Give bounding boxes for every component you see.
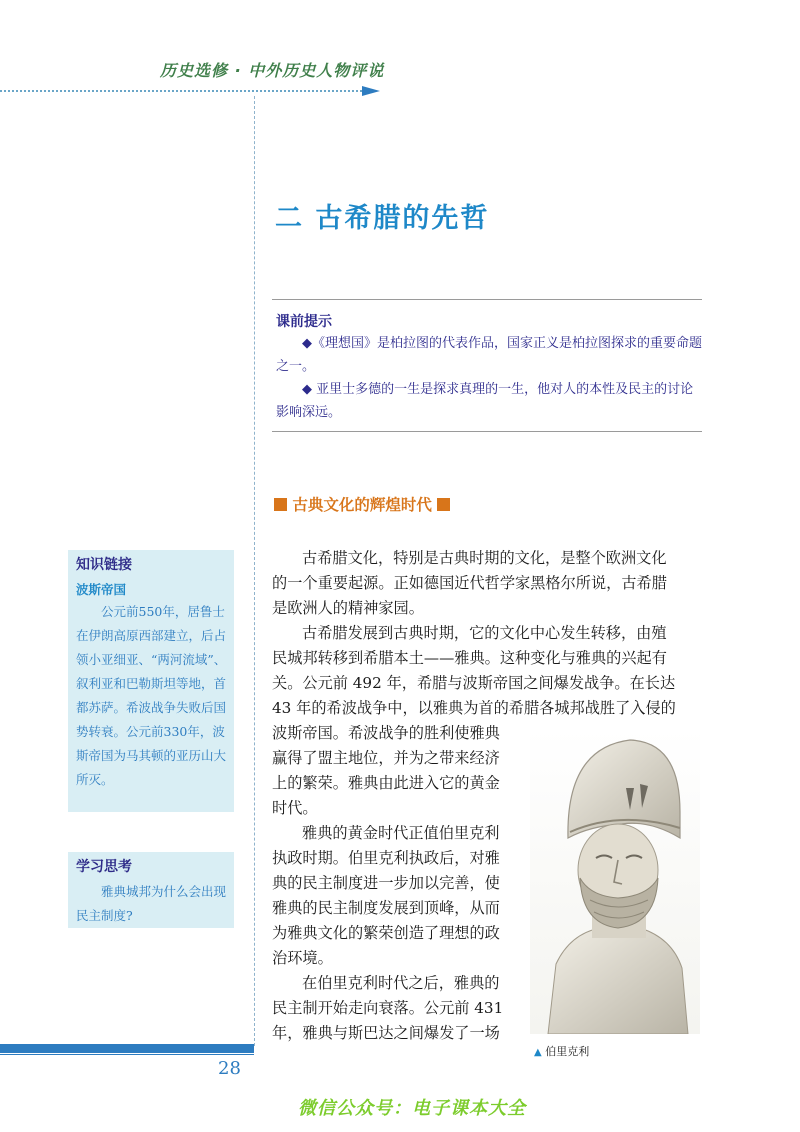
running-header: 历史选修 · 中外历史人物评说 <box>160 61 385 80</box>
body-line: 的一个重要起源。正如德国近代哲学家黑格尔所说，古希腊 <box>272 574 667 592</box>
square-icon <box>274 498 287 511</box>
tips-bottom-rule <box>272 431 702 432</box>
study-think-box <box>68 852 234 928</box>
square-icon <box>437 498 450 511</box>
chapter-title: 二 古希腊的先哲 <box>275 203 490 234</box>
figure-caption: ▲ 伯里克利 <box>534 1045 590 1058</box>
header-dotted-line <box>0 90 362 92</box>
study-title: 学习思考 <box>76 859 132 875</box>
body-line: 时代。 <box>272 799 318 817</box>
body-line: 赢得了盟主地位，并为之带来经济 <box>272 749 500 767</box>
knowledge-text: 公元前550年，居鲁士在伊朗高原西部建立，后占领小亚细亚、“两河流域”、叙利亚和巴勒斯坦等地，首都苏萨。希波战争失败后国势转衰。公元前330年，波斯帝国为马其顿的亚历山大所灭。 <box>76 604 227 787</box>
body-line: 为雅典文化的繁荣创造了理想的政 <box>272 924 500 942</box>
margin-divider <box>254 96 255 1046</box>
body-line: 治环境。 <box>272 949 333 967</box>
body-line: 上的繁荣。雅典由此进入它的黄金 <box>272 774 500 792</box>
body-line: 民主制开始走向衰落。公元前 431 <box>272 999 504 1017</box>
knowledge-link-box <box>68 550 234 812</box>
body-line: 波斯帝国。希波战争的胜利使雅典 <box>272 724 500 742</box>
body-line: 关。公元前 492 年，希腊与波斯帝国之间爆发战争。在长达 <box>272 674 676 692</box>
tips-top-rule <box>272 299 702 300</box>
section-title: 古典文化的辉煌时代 <box>292 496 432 514</box>
bottom-blue-line <box>0 1054 254 1055</box>
page-number: 28 <box>218 1058 241 1079</box>
body-line: 民城邦转移到希腊本土——雅典。这种变化与雅典的兴起有 <box>272 649 667 667</box>
body-line: 执政时期。伯里克利执政后，对雅 <box>272 849 500 867</box>
study-text: 雅典城邦为什么会出现民主制度? <box>76 884 227 923</box>
body-line: 古希腊文化，特别是古典时期的文化，是整个欧洲文化 <box>302 549 667 567</box>
body-line: 在伯里克利时代之后，雅典的 <box>302 974 500 992</box>
footer-watermark: 微信公众号：电子课本大全 <box>298 1098 526 1119</box>
body-line: 年，雅典与斯巴达之间爆发了一场 <box>272 1024 500 1042</box>
pericles-bust-image <box>530 728 700 1034</box>
bottom-blue-bar <box>0 1044 254 1053</box>
knowledge-title: 知识链接 <box>76 557 132 573</box>
body-line: 43 年的希波战争中，以雅典为首的希腊各城邦战胜了入侵的 <box>272 699 676 717</box>
body-line: 雅典的民主制度发展到顶峰，从而 <box>272 899 500 917</box>
tip-item-1: ◆《理想国》是柏拉图的代表作品，国家正义是柏拉图探求的重要命题之一。 <box>276 336 702 374</box>
body-line: 雅典的黄金时代正值伯里克利 <box>302 824 500 842</box>
caption-triangle-icon: ▲ <box>534 1047 542 1058</box>
body-line: 古希腊发展到古典时期，它的文化中心发生转移，由殖 <box>302 624 667 642</box>
header-arrow-icon <box>362 86 380 96</box>
section-heading <box>274 493 450 515</box>
tips-title: 课前提示 <box>276 314 332 330</box>
tip-item-2: ◆ 亚里士多德的一生是探求真理的一生，他对人的本性及民主的讨论影响深远。 <box>276 382 694 420</box>
body-line: 是欧洲人的精神家园。 <box>272 599 424 617</box>
knowledge-subtitle: 波斯帝国 <box>76 582 127 597</box>
body-line: 典的民主制度进一步加以完善，使 <box>272 874 500 892</box>
